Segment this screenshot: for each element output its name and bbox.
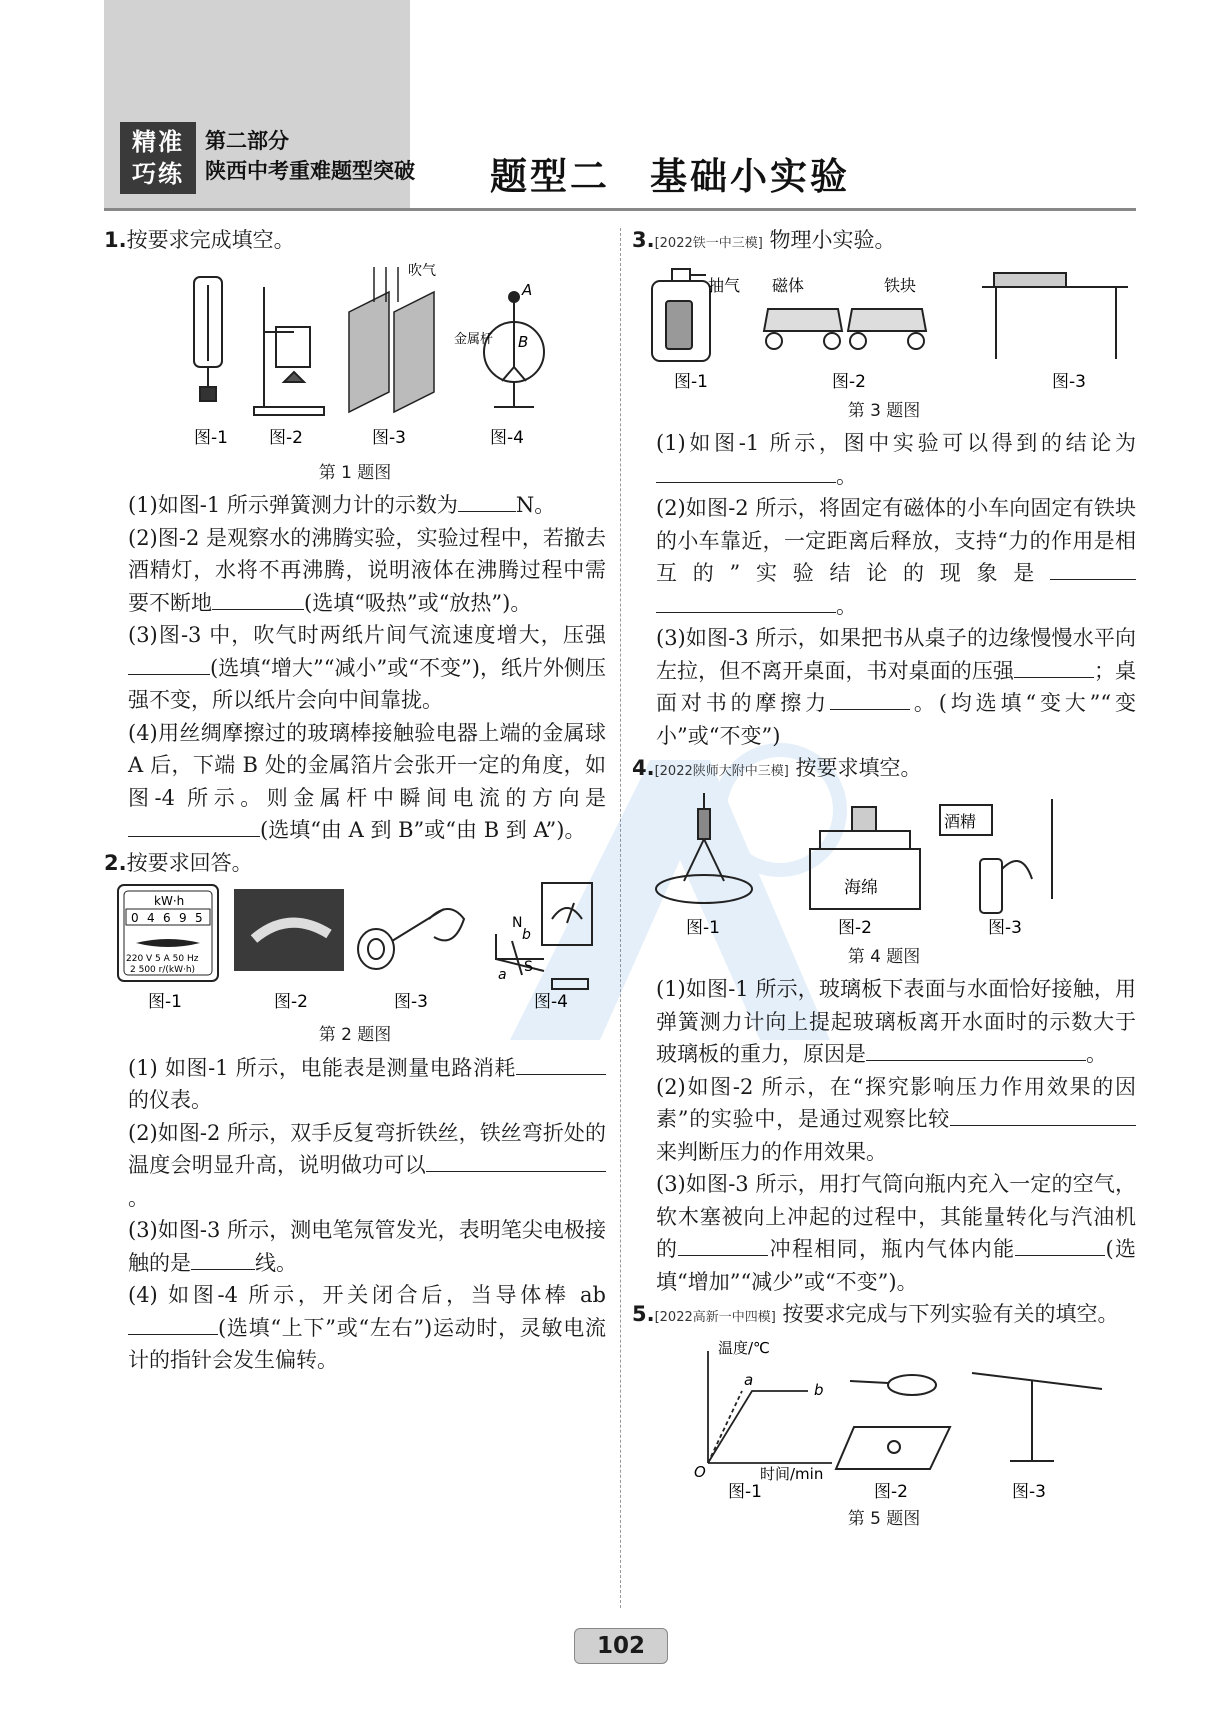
figure-label: 图-2: [838, 917, 872, 938]
question-3-part-2: [632, 492, 1136, 622]
meter-digit: 4: [147, 911, 155, 925]
section-name: 陕西中考重难题型突破: [205, 159, 415, 183]
figure-label: 图-2: [832, 371, 866, 392]
question-5-figures: [632, 1335, 1136, 1503]
figure-label: 图-4: [534, 992, 568, 1012]
question-1-part-3: [104, 619, 606, 717]
part-text: (2)如图-2 所示，将固定有磁体的小车向固定有铁块的小车靠近，一定距离后释放，支持“力的作用是相互的”实验结论的现象是: [656, 496, 1136, 585]
part-text: (3)如图-3 所示，用打气筒向瓶内充入一定的空气，软木塞被向上冲起的过程中，其能量转化与汽油机的: [656, 1172, 1136, 1261]
magnet-north-label: N: [512, 915, 523, 931]
curve-a-label: a: [744, 1370, 754, 1389]
part-text: (4) 如图-4 所示，开关闭合后，当导体棒 ab: [128, 1283, 606, 1307]
question-number: 2.: [104, 850, 127, 875]
curve-b-label: b: [814, 1380, 824, 1399]
part-text: (3)图-3 中，吹气时两纸片间气流速度增大，压强: [128, 623, 606, 647]
figure-label: 图-2: [269, 427, 303, 448]
origin-label: O: [694, 1462, 706, 1481]
meter-constant-text: 2 500 r/(kW·h): [130, 965, 196, 975]
page-title: 题型二 基础小实验: [490, 155, 850, 198]
part-text: (2)图-2 是观察水的沸腾实验，实验过程中，若撤去酒精灯，水将不再沸腾，说明液体在沸腾过程中需要不断地: [128, 525, 606, 615]
answer-blank[interactable]: [678, 1235, 768, 1256]
question-3-figure-strip: [632, 261, 1136, 395]
answer-blank[interactable]: [128, 1314, 218, 1335]
stem-text: 按要求完成与下列实验有关的填空。: [782, 1302, 1119, 1326]
part-text: (1)如图-1 所示，玻璃板下表面与水面恰好接触，用弹簧测力计向上提起玻璃板离开水面时的示数大于玻璃板的重力，原因是: [656, 977, 1136, 1066]
question-1-stem: [104, 224, 606, 257]
question-3-part-3: [632, 622, 1136, 752]
answer-blank[interactable]: [128, 654, 210, 675]
paper-strips-figure: [349, 267, 434, 412]
stem-text: 按要求完成填空。: [126, 228, 295, 252]
answer-blank[interactable]: [656, 592, 836, 613]
answer-blank[interactable]: [1015, 1235, 1105, 1256]
figure-label: 图-3: [1052, 371, 1086, 392]
stem-text: 物理小实验。: [769, 228, 896, 252]
question-2-part-3: [104, 1214, 606, 1279]
spring-scale-figure: [194, 277, 222, 401]
part-text: (3)如图-3 所示，如果把书从桌子的边缘慢慢水平向左拉，但不离开桌面，书对桌面的压强: [656, 626, 1136, 683]
left-column: [104, 224, 606, 1377]
y-axis-label: 温度/℃: [718, 1338, 770, 1357]
part-text: (2)如图-2 所示，在“探究影响压力作用效果的因素”的实验中，是通过观察比较: [656, 1074, 1136, 1131]
source-tag: [2022高新一中四模]: [654, 1310, 776, 1325]
right-column: [632, 224, 1136, 1535]
induction-experiment-figure: [496, 883, 592, 989]
part-text: (3)如图-3 所示，测电笔氖管发光，表明笔尖电极接触的是: [128, 1218, 606, 1275]
figure-caption: 第 4 题图: [847, 946, 921, 967]
pump-air-label: 抽气: [708, 275, 741, 295]
figure-label: 图-1: [194, 427, 228, 448]
question-1-part-1: [104, 489, 606, 522]
question-5-stem: [632, 1298, 1136, 1335]
magnet-label: 磁体: [772, 275, 805, 295]
part-text: (1)如图-1 所示弹簧测力计的示数为: [128, 493, 458, 517]
meter-rating-text: 220 V 5 A 50 Hz: [126, 954, 199, 964]
question-3-figures: [632, 261, 1136, 395]
answer-blank[interactable]: [191, 1249, 255, 1270]
stem-text: 按要求回答。: [126, 850, 253, 875]
part-text: (1)如图-1 所示，图中实验可以得到的结论为: [656, 431, 1136, 455]
blow-label: 吹气: [408, 262, 436, 279]
meter-unit-label: kW·h: [154, 894, 185, 908]
answer-blank[interactable]: [516, 1151, 606, 1172]
answer-blank[interactable]: [656, 462, 836, 483]
answer-blank[interactable]: [1070, 1105, 1136, 1126]
point-b-label: B: [518, 332, 529, 351]
figure-caption: 第 2 题图: [318, 1025, 392, 1045]
question-2-part-2: [104, 1117, 606, 1215]
answer-blank[interactable]: [976, 1040, 1086, 1061]
section-label: [205, 126, 415, 186]
glass-plate-water-figure: [656, 793, 752, 903]
part-text: 。(均选填“变大”“变小”或“不变”): [656, 691, 1137, 748]
metal-rod-label: 金属杆: [454, 331, 494, 347]
part-text: 。: [836, 593, 857, 618]
question-number: 5.: [632, 1302, 655, 1326]
figure-caption: 第 5 题图: [847, 1508, 921, 1529]
question-3-part-1: [632, 427, 1136, 492]
meter-digit: 5: [195, 911, 203, 925]
electroscope-figure: [484, 292, 544, 407]
question-number: 4.: [632, 756, 655, 780]
question-4-stem: [632, 752, 1136, 789]
part-text: (4)用丝绸摩擦过的玻璃棒接触验电器上端的金属球 A 后，下端 B 处的金属箔片会张开一定的角度，如图-4 所示。则金属杆中瞬间电流的方向是: [128, 720, 606, 810]
answer-blank[interactable]: [426, 1151, 516, 1172]
question-1-part-4: [104, 717, 606, 847]
figure-label: 图-1: [674, 371, 708, 392]
question-4-figures: [632, 789, 1136, 941]
pan-pinhole-figure: [836, 1375, 950, 1469]
question-2-part-4: [104, 1279, 606, 1377]
point-a-label: A: [522, 280, 533, 299]
part-text: (2)如图-2 所示，双手反复弯折铁丝，铁丝弯折处的温度会明显升高，说明做功可以: [128, 1120, 606, 1177]
question-number: 1.: [104, 228, 127, 252]
part-text: (选填“增大”“减小”或“不变”)，纸片外侧压强不变，所以纸片会向中间靠拢。: [128, 655, 606, 712]
logo-line-2: 巧练: [132, 160, 184, 188]
figure-label: 图-2: [874, 1481, 908, 1502]
part-text: (选填“由 A 到 B”或“由 B 到 A”)。: [260, 818, 586, 842]
magnet-south-label: S: [524, 959, 533, 975]
part-text: 线。: [255, 1250, 297, 1275]
question-4-part-1: [632, 973, 1136, 1071]
meter-digit: 0: [131, 911, 139, 925]
question-1-part-2: [104, 522, 606, 620]
question-5-figure-strip: [632, 1335, 1136, 1503]
stem-text: 按要求填空。: [795, 756, 922, 780]
question-1-figure-strip: [104, 257, 606, 457]
answer-blank[interactable]: [950, 1105, 1070, 1126]
answer-blank[interactable]: [458, 491, 516, 512]
figure-label: 图-1: [686, 917, 720, 938]
rod-end-b-label: b: [522, 927, 531, 943]
iron-block-label: 铁块: [884, 275, 917, 295]
figure-label: 图-3: [1012, 1481, 1046, 1502]
part-text: ；桌面对书的摩擦力: [656, 658, 1137, 715]
question-1-figures: [104, 257, 606, 457]
answer-blank[interactable]: [1050, 559, 1136, 580]
rod-end-a-label: a: [498, 967, 507, 983]
part-text: 。: [1086, 1042, 1107, 1066]
question-2-stem: [104, 847, 606, 880]
magnet-carts-figure: [764, 309, 926, 349]
book-table-figure: [982, 273, 1128, 359]
figure-label: 图-3: [372, 427, 406, 448]
part-text: 。: [836, 463, 857, 488]
figure-label: 图-1: [728, 1481, 762, 1502]
temperature-time-graph: [708, 1351, 832, 1463]
question-4-part-2: [632, 1071, 1136, 1169]
logo-line-1: 精准: [132, 128, 184, 156]
answer-blank[interactable]: [866, 1040, 976, 1061]
part-text: (选填“增加”“减少”或“不变”)。: [656, 1237, 1137, 1294]
answer-blank[interactable]: [212, 589, 304, 610]
answer-blank[interactable]: [1014, 657, 1094, 678]
question-2-figure-strip: [104, 879, 606, 1019]
figure-caption: 第 1 题图: [318, 462, 392, 483]
figure-label: 图-3: [988, 917, 1022, 938]
question-4-part-3: [632, 1168, 1136, 1298]
alcohol-label: 酒精: [944, 811, 977, 831]
part-text: N。: [515, 493, 556, 517]
meter-digit: 6: [163, 911, 171, 925]
figure-label: 图-3: [394, 992, 428, 1012]
part-text: (选填“吸热”或“放热”)。: [304, 590, 532, 615]
source-tag: [2022陕师大附中三模]: [654, 764, 789, 779]
part-text: 的仪表。: [128, 1088, 212, 1112]
question-3-stem: [632, 224, 1136, 261]
sponge-label: 海绵: [844, 877, 878, 898]
figure-label: 图-2: [274, 992, 308, 1012]
part-text: 冲程相同，瓶内气体内能: [768, 1237, 1016, 1261]
section-part: 第二部分: [205, 129, 289, 153]
answer-blank[interactable]: [128, 816, 260, 837]
boiling-water-figure: [254, 287, 324, 415]
figure-caption: 第 3 题图: [847, 400, 921, 421]
part-text: (选填“上下”或“左右”)运动时，灵敏电流计的指针会发生偏转。: [128, 1315, 606, 1372]
figure-label: 图-4: [490, 427, 524, 448]
answer-blank[interactable]: [830, 689, 910, 710]
source-tag: [2022铁一中三模]: [654, 236, 763, 251]
part-text: 来判断压力的作用效果。: [656, 1139, 887, 1164]
answer-blank[interactable]: [516, 1054, 606, 1075]
question-4-figure-strip: [632, 789, 1136, 941]
page-number: 102: [574, 1628, 668, 1664]
question-2-part-1: [104, 1052, 606, 1117]
question-2-figures: [104, 879, 606, 1019]
figure-label: 图-1: [148, 992, 182, 1012]
lever-stand-figure: [972, 1373, 1102, 1461]
brand-logo: [120, 122, 196, 194]
x-axis-label: 时间/min: [760, 1464, 824, 1483]
test-pen-figure: [358, 909, 464, 969]
vacuum-bottle-figure: [652, 269, 710, 361]
meter-digit: 9: [179, 911, 187, 925]
question-number: 3.: [632, 228, 655, 252]
part-text: 。: [128, 1185, 149, 1210]
header-rule: [104, 208, 1136, 211]
part-text: (1) 如图-1 所示，电能表是测量电路消耗: [128, 1055, 516, 1080]
